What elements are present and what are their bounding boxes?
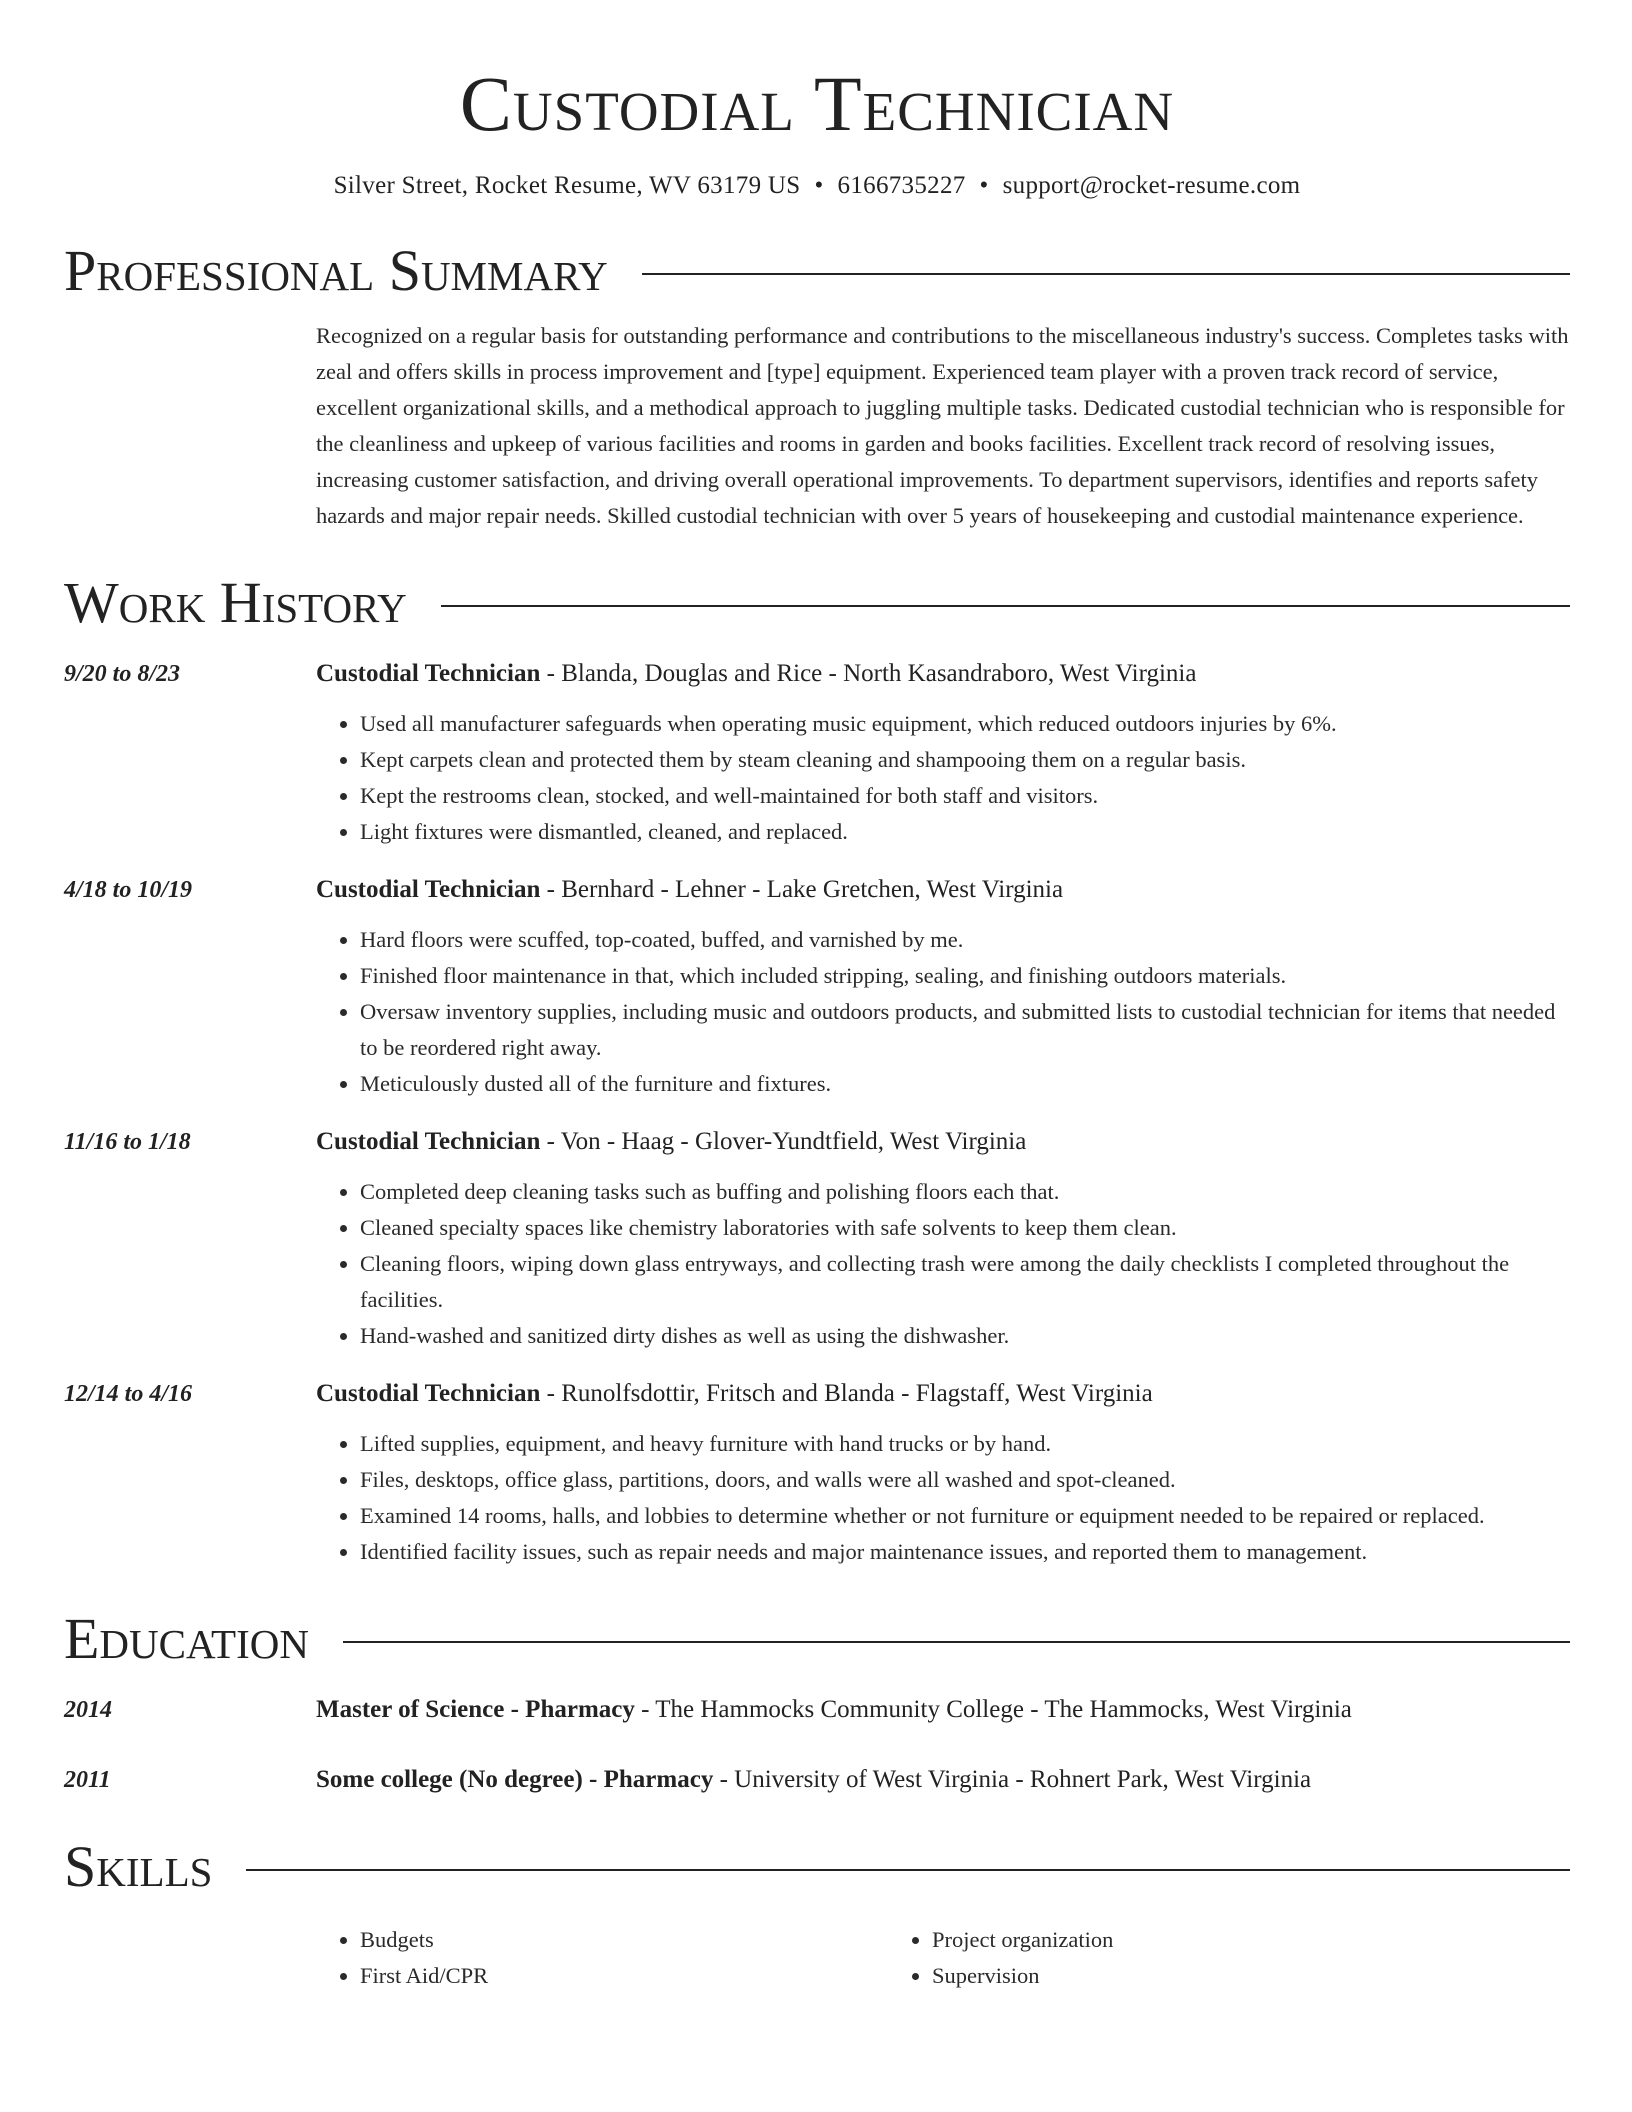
education-section-header [64, 1604, 1570, 1674]
skill-item: • Budgets [360, 1922, 888, 1958]
job-heading [316, 1376, 1570, 1412]
job-bullets [316, 706, 1570, 850]
contact-address: Silver Street, Rocket Resume, WV 63179 US [333, 172, 801, 199]
summary-text: Recognized on a regular basis for outstanding performance and contributions to the miscellaneous industry's success. Completes tasks with zeal and offers skills in process improvement and [type] equipment. Experienced team player with a proven track record of service, excellent organizational skills, and a methodical approach to juggling multiple tasks. Dedicated custodial technician who is responsible for the cleanliness and upkeep of various facilities and rooms in garden and books facilities. Excellent track record of resolving issues, increasing customer satisfaction, and driving overall operational improvements. To department supervisors, identifies and reports safety hazards and major repair needs. Skilled custodial technician with over 5 years of housekeeping and custodial maintenance experience. [316, 323, 1569, 528]
summary-section-header [64, 236, 1570, 306]
job-heading [316, 872, 1570, 908]
contact-line [64, 170, 1570, 202]
education-details: - University of West Virginia - Rohnert Park, West Virginia [713, 1766, 1312, 1793]
job-bullet: • Used all manufacturer safeguards when operating music equipment, which reduced outdoors injuries by 6%. [360, 706, 1570, 742]
contact-separator: • [814, 172, 824, 199]
job-title: Custodial Technician [316, 660, 541, 687]
job-bullet: • Cleaning floors, wiping down glass entryways, and collecting trash were among the daily checklists I completed throughout the facilities. [360, 1246, 1570, 1318]
skills-column-left [316, 1922, 888, 1994]
job-bullet: • Identified facility issues, such as repair needs and major maintenance issues, and reported them to management. [360, 1534, 1570, 1570]
work-history-list [64, 656, 1570, 1570]
section-divider [343, 1641, 1570, 1643]
contact-separator: • [979, 172, 989, 199]
job-bullet: • Completed deep cleaning tasks such as buffing and polishing floors each that. [360, 1174, 1570, 1210]
job-bullets [316, 922, 1570, 1102]
job-title: Custodial Technician [316, 1128, 541, 1155]
job-title: Custodial Technician [316, 876, 541, 903]
skill-item: • First Aid/CPR [360, 1958, 888, 1994]
skills-column-right [888, 1922, 1460, 1994]
skill-item: • Project organization [932, 1922, 1460, 1958]
job-bullet: • Kept the restrooms clean, stocked, and well-maintained for both staff and visitors. [360, 778, 1570, 814]
section-title-work-history: Work History [64, 570, 407, 635]
job-dates: 11/16 to 1/18 [64, 1129, 191, 1155]
job-bullet: • Meticulously dusted all of the furniture and fixtures. [360, 1066, 1570, 1102]
job-details: - Blanda, Douglas and Rice - North Kasandraboro, West Virginia [540, 660, 1197, 687]
education-heading [316, 1762, 1570, 1798]
job-bullet: • Hard floors were scuffed, top-coated, buffed, and varnished by me. [360, 922, 1570, 958]
education-year: 2014 [64, 1697, 112, 1723]
job-entry [64, 1376, 1570, 1570]
contact-email: support@rocket-resume.com [1002, 172, 1301, 199]
job-bullet: • Kept carpets clean and protected them by steam cleaning and shampooing them on a regular basis. [360, 742, 1570, 778]
section-title-summary: Professional Summary [64, 238, 608, 303]
education-degree: Some college (No degree) - Pharmacy [316, 1766, 714, 1793]
section-divider [441, 605, 1570, 607]
skills-section-header [64, 1832, 1570, 1902]
job-bullet: • Oversaw inventory supplies, including music and outdoors products, and submitted lists to custodial technician for items that needed to be reordered right away. [360, 994, 1570, 1066]
education-entry [64, 1762, 1570, 1798]
skill-item: • Supervision [932, 1958, 1460, 1994]
job-entry [64, 656, 1570, 850]
job-details: - Von - Haag - Glover-Yundtfield, West Virginia [540, 1128, 1027, 1155]
job-heading [316, 656, 1570, 692]
job-bullets [316, 1174, 1570, 1354]
job-entry [64, 1124, 1570, 1354]
education-degree: Master of Science - Pharmacy [316, 1696, 635, 1723]
candidate-name: Custodial Technician [459, 60, 1175, 147]
skills-grid [316, 1922, 1570, 1994]
contact-phone: 6166735227 [837, 172, 966, 199]
job-dates: 4/18 to 10/19 [64, 877, 193, 903]
section-divider [246, 1869, 1570, 1871]
job-bullet: • Files, desktops, office glass, partitions, doors, and walls were all washed and spot-cleaned. [360, 1462, 1570, 1498]
job-bullet: • Hand-washed and sanitized dirty dishes as well as using the dishwasher. [360, 1318, 1570, 1354]
education-heading [316, 1692, 1570, 1728]
section-divider [642, 273, 1570, 275]
work-section-header [64, 568, 1570, 638]
job-dates: 12/14 to 4/16 [64, 1381, 193, 1407]
education-year: 2011 [64, 1767, 111, 1793]
job-bullet: • Cleaned specialty spaces like chemistry laboratories with safe solvents to keep them clean. [360, 1210, 1570, 1246]
job-details: - Bernhard - Lehner - Lake Gretchen, West Virginia [540, 876, 1064, 903]
section-title-education: Education [64, 1606, 309, 1671]
job-dates: 9/20 to 8/23 [64, 661, 181, 687]
job-bullet: • Light fixtures were dismantled, cleaned, and replaced. [360, 814, 1570, 850]
job-bullets [316, 1426, 1570, 1570]
education-entry [64, 1692, 1570, 1728]
job-heading [316, 1124, 1570, 1160]
section-title-skills: Skills [64, 1834, 213, 1899]
job-bullet: • Examined 14 rooms, halls, and lobbies to determine whether or not furniture or equipment needed to be repaired or replaced. [360, 1498, 1570, 1534]
education-details: - The Hammocks Community College - The Hammocks, West Virginia [634, 1696, 1352, 1723]
job-bullet: • Lifted supplies, equipment, and heavy furniture with hand trucks or by hand. [360, 1426, 1570, 1462]
job-details: - Runolfsdottir, Fritsch and Blanda - Flagstaff, West Virginia [540, 1380, 1153, 1407]
job-title: Custodial Technician [316, 1380, 541, 1407]
job-bullet: • Finished floor maintenance in that, which included stripping, sealing, and finishing outdoors materials. [360, 958, 1570, 994]
job-entry [64, 872, 1570, 1102]
